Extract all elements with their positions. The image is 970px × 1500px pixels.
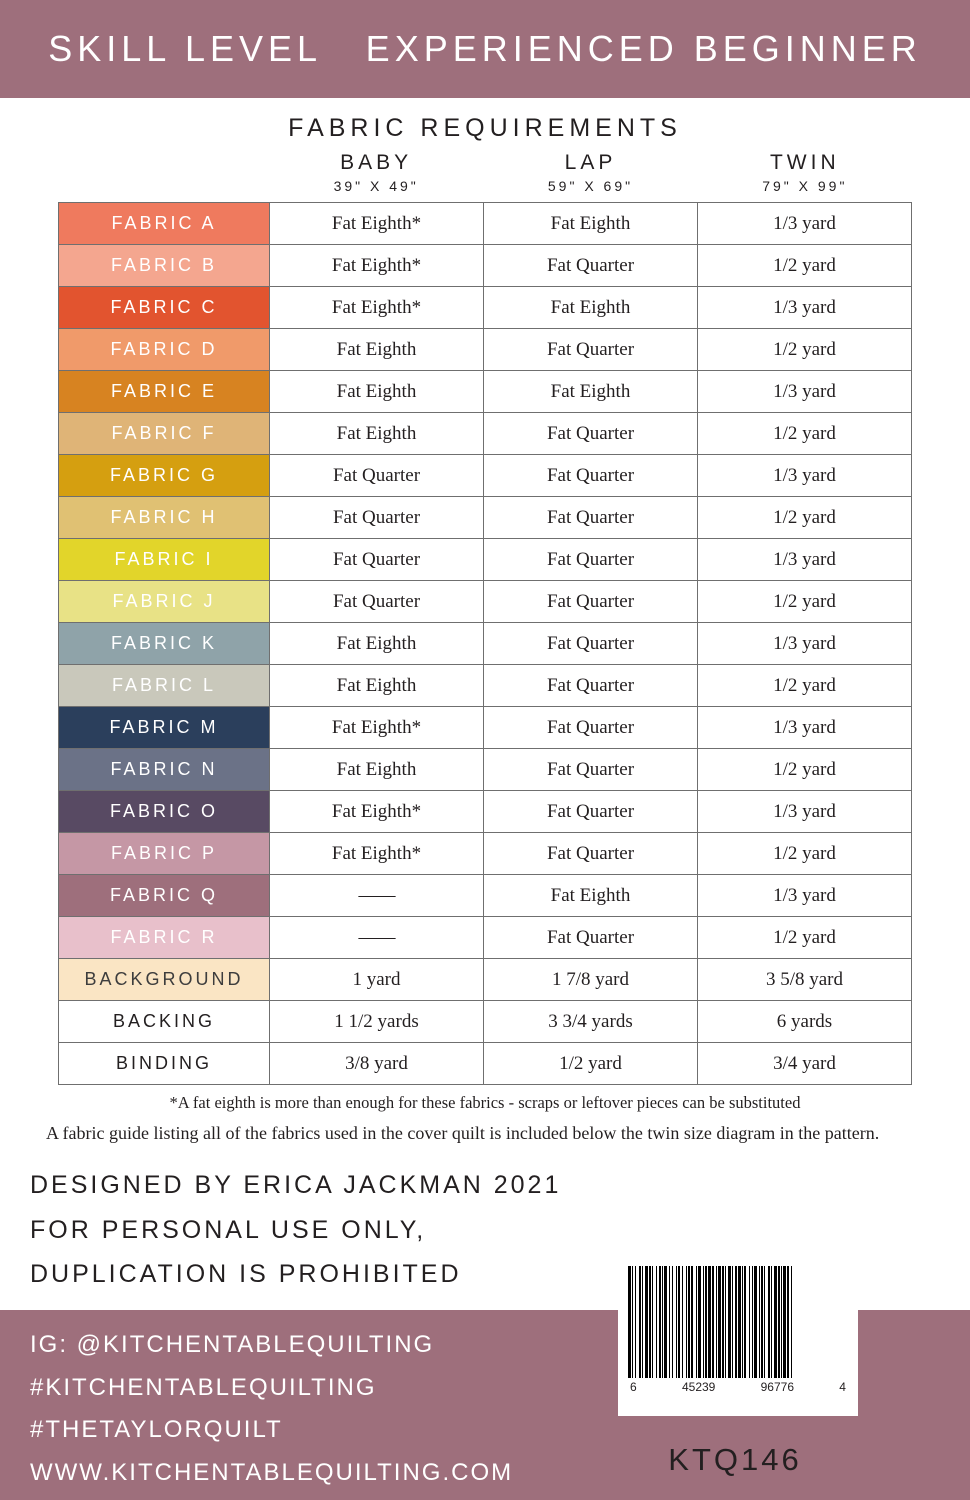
fabric-amount-baby: Fat Quarter: [270, 497, 484, 539]
fabric-amount-baby: Fat Eighth: [270, 665, 484, 707]
table-body: [59, 203, 912, 1085]
table-row: [59, 833, 912, 875]
fabric-amount-lap: Fat Quarter: [484, 497, 698, 539]
fabric-amount-baby: Fat Eighth: [270, 371, 484, 413]
fabric-amount-twin: 3/4 yard: [698, 1043, 912, 1085]
fabric-amount-baby: Fat Eighth*: [270, 245, 484, 287]
fabric-amount-baby: 3/8 yard: [270, 1043, 484, 1085]
fabric-amount-baby: Fat Quarter: [270, 581, 484, 623]
fabric-amount-lap: Fat Quarter: [484, 707, 698, 749]
fabric-amount-twin: 1/3 yard: [698, 371, 912, 413]
fabric-label: FABRIC D: [59, 329, 270, 371]
fabric-label: FABRIC P: [59, 833, 270, 875]
table-row: [59, 539, 912, 581]
table-row: [59, 959, 912, 1001]
fabric-amount-twin: 1/2 yard: [698, 833, 912, 875]
skill-level-text: SKILL LEVEL EXPERIENCED BEGINNER: [48, 28, 922, 69]
fabric-requirements-title: FABRIC REQUIREMENTS: [288, 114, 682, 142]
fabric-amount-lap: Fat Quarter: [484, 791, 698, 833]
table-row: [59, 245, 912, 287]
fabric-amount-twin: 1/3 yard: [698, 455, 912, 497]
credit-designer: DESIGNED BY ERICA JACKMAN 2021: [30, 1171, 562, 1200]
size-name-baby: BABY: [340, 151, 413, 174]
fabric-amount-lap: Fat Quarter: [484, 665, 698, 707]
fabric-label: FABRIC O: [59, 791, 270, 833]
fabric-guide-note: A fabric guide listing all of the fabrics used in the cover quilt is included below the twin size diagram in the pattern.: [46, 1123, 880, 1143]
fabric-label: FABRIC M: [59, 707, 270, 749]
fabric-amount-baby: Fat Quarter: [270, 539, 484, 581]
header-spacer: [58, 151, 269, 194]
table-row: [59, 413, 912, 455]
fabric-amount-twin: 1/3 yard: [698, 539, 912, 581]
table-row: [59, 287, 912, 329]
fabric-amount-baby: Fat Eighth*: [270, 833, 484, 875]
instagram-handle: IG: @KITCHENTABLEQUILTING: [30, 1331, 435, 1358]
table-row: [59, 581, 912, 623]
fabric-label: FABRIC A: [59, 203, 270, 245]
table-row: [59, 371, 912, 413]
fabric-amount-twin: 6 yards: [698, 1001, 912, 1043]
table-row: [59, 455, 912, 497]
fabric-amount-lap: Fat Quarter: [484, 413, 698, 455]
fabric-amount-twin: 1/3 yard: [698, 707, 912, 749]
fabric-amount-lap: Fat Eighth: [484, 287, 698, 329]
fabric-amount-lap: 3 3/4 yards: [484, 1001, 698, 1043]
size-name-twin: TWIN: [769, 151, 840, 174]
fabric-amount-twin: 1/2 yard: [698, 245, 912, 287]
size-dimensions-baby: 39" X 49": [333, 178, 419, 194]
fabric-amount-twin: 1/2 yard: [698, 917, 912, 959]
fabric-label: BACKING: [59, 1001, 270, 1043]
fabric-amount-baby: ——: [270, 875, 484, 917]
skill-level-band: [0, 0, 970, 98]
barcode-right-digit: 4: [839, 1380, 846, 1394]
fabric-amount-twin: 1/3 yard: [698, 203, 912, 245]
barcode: [618, 1258, 858, 1416]
fabric-amount-twin: 1/2 yard: [698, 497, 912, 539]
fabric-amount-twin: 1/2 yard: [698, 329, 912, 371]
size-dimensions-twin: 79" X 99": [762, 178, 848, 194]
fabric-label: FABRIC L: [59, 665, 270, 707]
website-url: WWW.KITCHENTABLEQUILTING.COM: [30, 1459, 514, 1487]
fabric-amount-twin: 1/3 yard: [698, 875, 912, 917]
hashtag-kitchentablequilting: #KITCHENTABLEQUILTING: [30, 1373, 377, 1401]
fabric-amount-baby: Fat Eighth: [270, 749, 484, 791]
fabric-amount-lap: Fat Eighth: [484, 203, 698, 245]
table-row: [59, 917, 912, 959]
fabric-amount-baby: Fat Eighth: [270, 329, 484, 371]
table-row: [59, 329, 912, 371]
fabric-amount-lap: Fat Quarter: [484, 623, 698, 665]
fabric-requirements-table: [58, 202, 912, 1085]
fabric-amount-lap: Fat Quarter: [484, 245, 698, 287]
fabric-label: FABRIC F: [59, 413, 270, 455]
fabric-amount-baby: 1 1/2 yards: [270, 1001, 484, 1043]
fabric-amount-lap: Fat Quarter: [484, 455, 698, 497]
fabric-amount-baby: ——: [270, 917, 484, 959]
barcode-group-1: 45239: [681, 1380, 716, 1394]
fabric-label: FABRIC R: [59, 917, 270, 959]
fat-eighth-footnote: *A fat eighth is more than enough for these fabrics - scraps or leftover pieces can be substituted: [169, 1093, 801, 1112]
fabric-label: FABRIC K: [59, 623, 270, 665]
fabric-label: FABRIC I: [59, 539, 270, 581]
fabric-amount-twin: 1/2 yard: [698, 413, 912, 455]
fabric-amount-baby: 1 yard: [270, 959, 484, 1001]
size-header-baby: [269, 151, 483, 194]
size-header-twin: [698, 151, 912, 194]
fabric-amount-twin: 1/2 yard: [698, 581, 912, 623]
size-header-lap: [483, 151, 697, 194]
fabric-amount-twin: 1/2 yard: [698, 665, 912, 707]
fabric-label: FABRIC E: [59, 371, 270, 413]
fabric-amount-twin: 1/3 yard: [698, 623, 912, 665]
table-row: [59, 875, 912, 917]
fabric-label: BACKGROUND: [59, 959, 270, 1001]
fabric-amount-twin: 1/2 yard: [698, 749, 912, 791]
table-row: [59, 203, 912, 245]
fabric-amount-lap: 1 7/8 yard: [484, 959, 698, 1001]
credit-duplication: DUPLICATION IS PROHIBITED: [30, 1259, 462, 1288]
size-column-headers: [0, 151, 970, 194]
fabric-amount-twin: 3 5/8 yard: [698, 959, 912, 1001]
fabric-amount-baby: Fat Eighth*: [270, 707, 484, 749]
table-row: [59, 1043, 912, 1085]
fabric-amount-lap: Fat Quarter: [484, 917, 698, 959]
fabric-amount-twin: 1/3 yard: [698, 791, 912, 833]
fabric-amount-baby: Fat Eighth*: [270, 203, 484, 245]
hashtag-thetaylorquilt: #THETAYLORQUILT: [30, 1416, 283, 1444]
fabric-amount-lap: 1/2 yard: [484, 1043, 698, 1085]
credit-personal-use: FOR PERSONAL USE ONLY,: [30, 1215, 427, 1244]
table-row: [59, 791, 912, 833]
fabric-amount-lap: Fat Quarter: [484, 329, 698, 371]
barcode-bars: [628, 1266, 848, 1378]
fabric-label: FABRIC N: [59, 749, 270, 791]
table-row: [59, 623, 912, 665]
fabric-amount-baby: Fat Eighth*: [270, 791, 484, 833]
table-row: [59, 665, 912, 707]
fabric-amount-baby: Fat Eighth: [270, 623, 484, 665]
fabric-label: FABRIC H: [59, 497, 270, 539]
barcode-left-digit: 6: [630, 1380, 637, 1394]
fabric-label: BINDING: [59, 1043, 270, 1085]
barcode-digits: [628, 1380, 848, 1394]
fabric-amount-baby: Fat Eighth*: [270, 287, 484, 329]
fabric-amount-lap: Fat Quarter: [484, 833, 698, 875]
size-name-lap: LAP: [564, 151, 617, 174]
fabric-label: FABRIC Q: [59, 875, 270, 917]
fabric-amount-lap: Fat Quarter: [484, 749, 698, 791]
table-row: [59, 707, 912, 749]
fabric-label: FABRIC G: [59, 455, 270, 497]
fabric-amount-lap: Fat Quarter: [484, 581, 698, 623]
fabric-label: FABRIC B: [59, 245, 270, 287]
fabric-amount-baby: Fat Quarter: [270, 455, 484, 497]
fabric-label: FABRIC C: [59, 287, 270, 329]
size-dimensions-lap: 59" X 69": [547, 178, 634, 194]
table-row: [59, 497, 912, 539]
fabric-amount-baby: Fat Eighth: [270, 413, 484, 455]
social-links: [30, 1324, 513, 1495]
barcode-group-2: 96776: [760, 1380, 794, 1394]
fabric-amount-lap: Fat Eighth: [484, 371, 698, 413]
table-row: [59, 749, 912, 791]
fabric-amount-lap: Fat Quarter: [484, 539, 698, 581]
sku-code: KTQ146: [668, 1442, 802, 1477]
fabric-amount-twin: 1/3 yard: [698, 287, 912, 329]
fabric-label: FABRIC J: [59, 581, 270, 623]
table-row: [59, 1001, 912, 1043]
fabric-amount-lap: Fat Eighth: [484, 875, 698, 917]
